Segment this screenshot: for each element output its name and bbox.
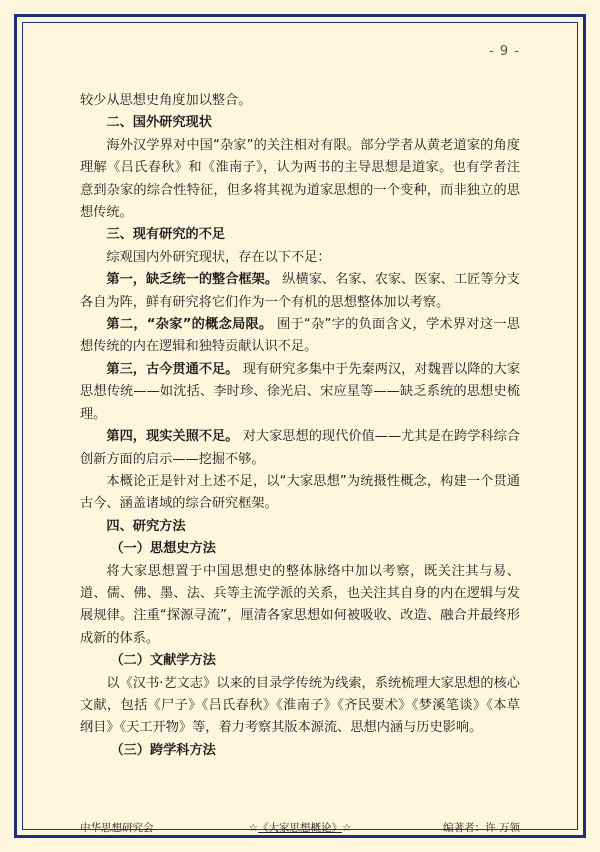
paragraph [80,359,520,426]
section-heading: 四、研究方法 [106,518,186,534]
footer-author: 编著者：许 万领 [443,822,520,834]
section-heading: 二、国外研究现状 [106,115,212,131]
section-heading: 三、现有研究的不足 [106,227,226,243]
point-lead: 第一，缺乏统一的整合框架。 [106,272,279,288]
point-text: 囿于“杂”字的负面含义，学术界对这一思想传统的内在逻辑和独特贡献认识不足。 [80,317,520,355]
point-text: 纵横家、名家、农家、医家、工匠等分支各自为阵，鲜有研究将它们作为一个有机的思想整体加以考察。 [80,272,520,310]
page-number: - 9 - [489,44,520,59]
star-icon: ☆ [248,822,258,834]
point-lead: 第三，古今贯通不足。 [106,361,239,377]
paragraph: 本概论正是针对上述不足，以“大家思想”为统摄性概念，构建一个贯通古今、涵盖诸域的综合研究框架。 [80,473,520,512]
paragraph: 将大家思想置于中国思想史的整体脉络中加以考察，既关注其与易、道、儒、佛、墨、法、兵等主流学派的关系，也关注其自身的内在逻辑与发展规律。注重“探源寻流”，厘清各家思想如何被吸收、改造、融合并最终形成新的体系。 [80,563,520,646]
point-lead: 第四，现实关照不足。 [106,429,239,445]
subsection-heading: （二）文献学方法 [110,653,216,669]
star-icon: ☆ [342,822,352,834]
paragraph: 以《汉书·艺文志》以来的目录学传统为线索，系统梳理大家思想的核心文献，包括《尸子》《吕氏春秋》《淮南子》《齐民要术》《梦溪笔谈》《本草纲目》《天工开物》等，着力考察其版本源流、思想内涵与历史影响。 [80,675,520,736]
footer-organization: 中华思想研究会 [80,822,154,834]
point-lead: 第二，“杂家”的概念局限。 [106,317,273,333]
point-text: 现有研究多集中于先秦两汉，对魏晋以降的大家思想传统——如沈括、李时珍、徐光启、宋应星等——缺乏系统的思想史梳理。 [80,361,521,422]
paragraph: 较少从思想史角度加以整合。 [80,93,252,108]
paragraph [80,426,520,471]
subsection-heading: （一）思想史方法 [110,541,216,557]
point-text: 对大家思想的现代价值——尤其是在跨学科综合创新方面的启示——挖掘不够。 [80,429,520,467]
subsection-heading: （三）跨学科方法 [110,742,216,758]
body-text [80,90,520,762]
paragraph: 海外汉学界对中国“杂家”的关注相对有限。部分学者从黄老道家的角度理解《吕氏春秋》和《淮南子》，认为两书的主导思想是道家。也有学者注意到杂家的综合性特征，但多将其视为道家思想的一个变种，而非独立的思想传统。 [80,137,520,221]
paragraph [80,314,520,359]
paragraph: 综观国内外研究现状，存在以下不足： [106,249,331,265]
footer-book-name: 《大家思想概论》 [258,822,342,834]
paragraph [80,269,520,314]
